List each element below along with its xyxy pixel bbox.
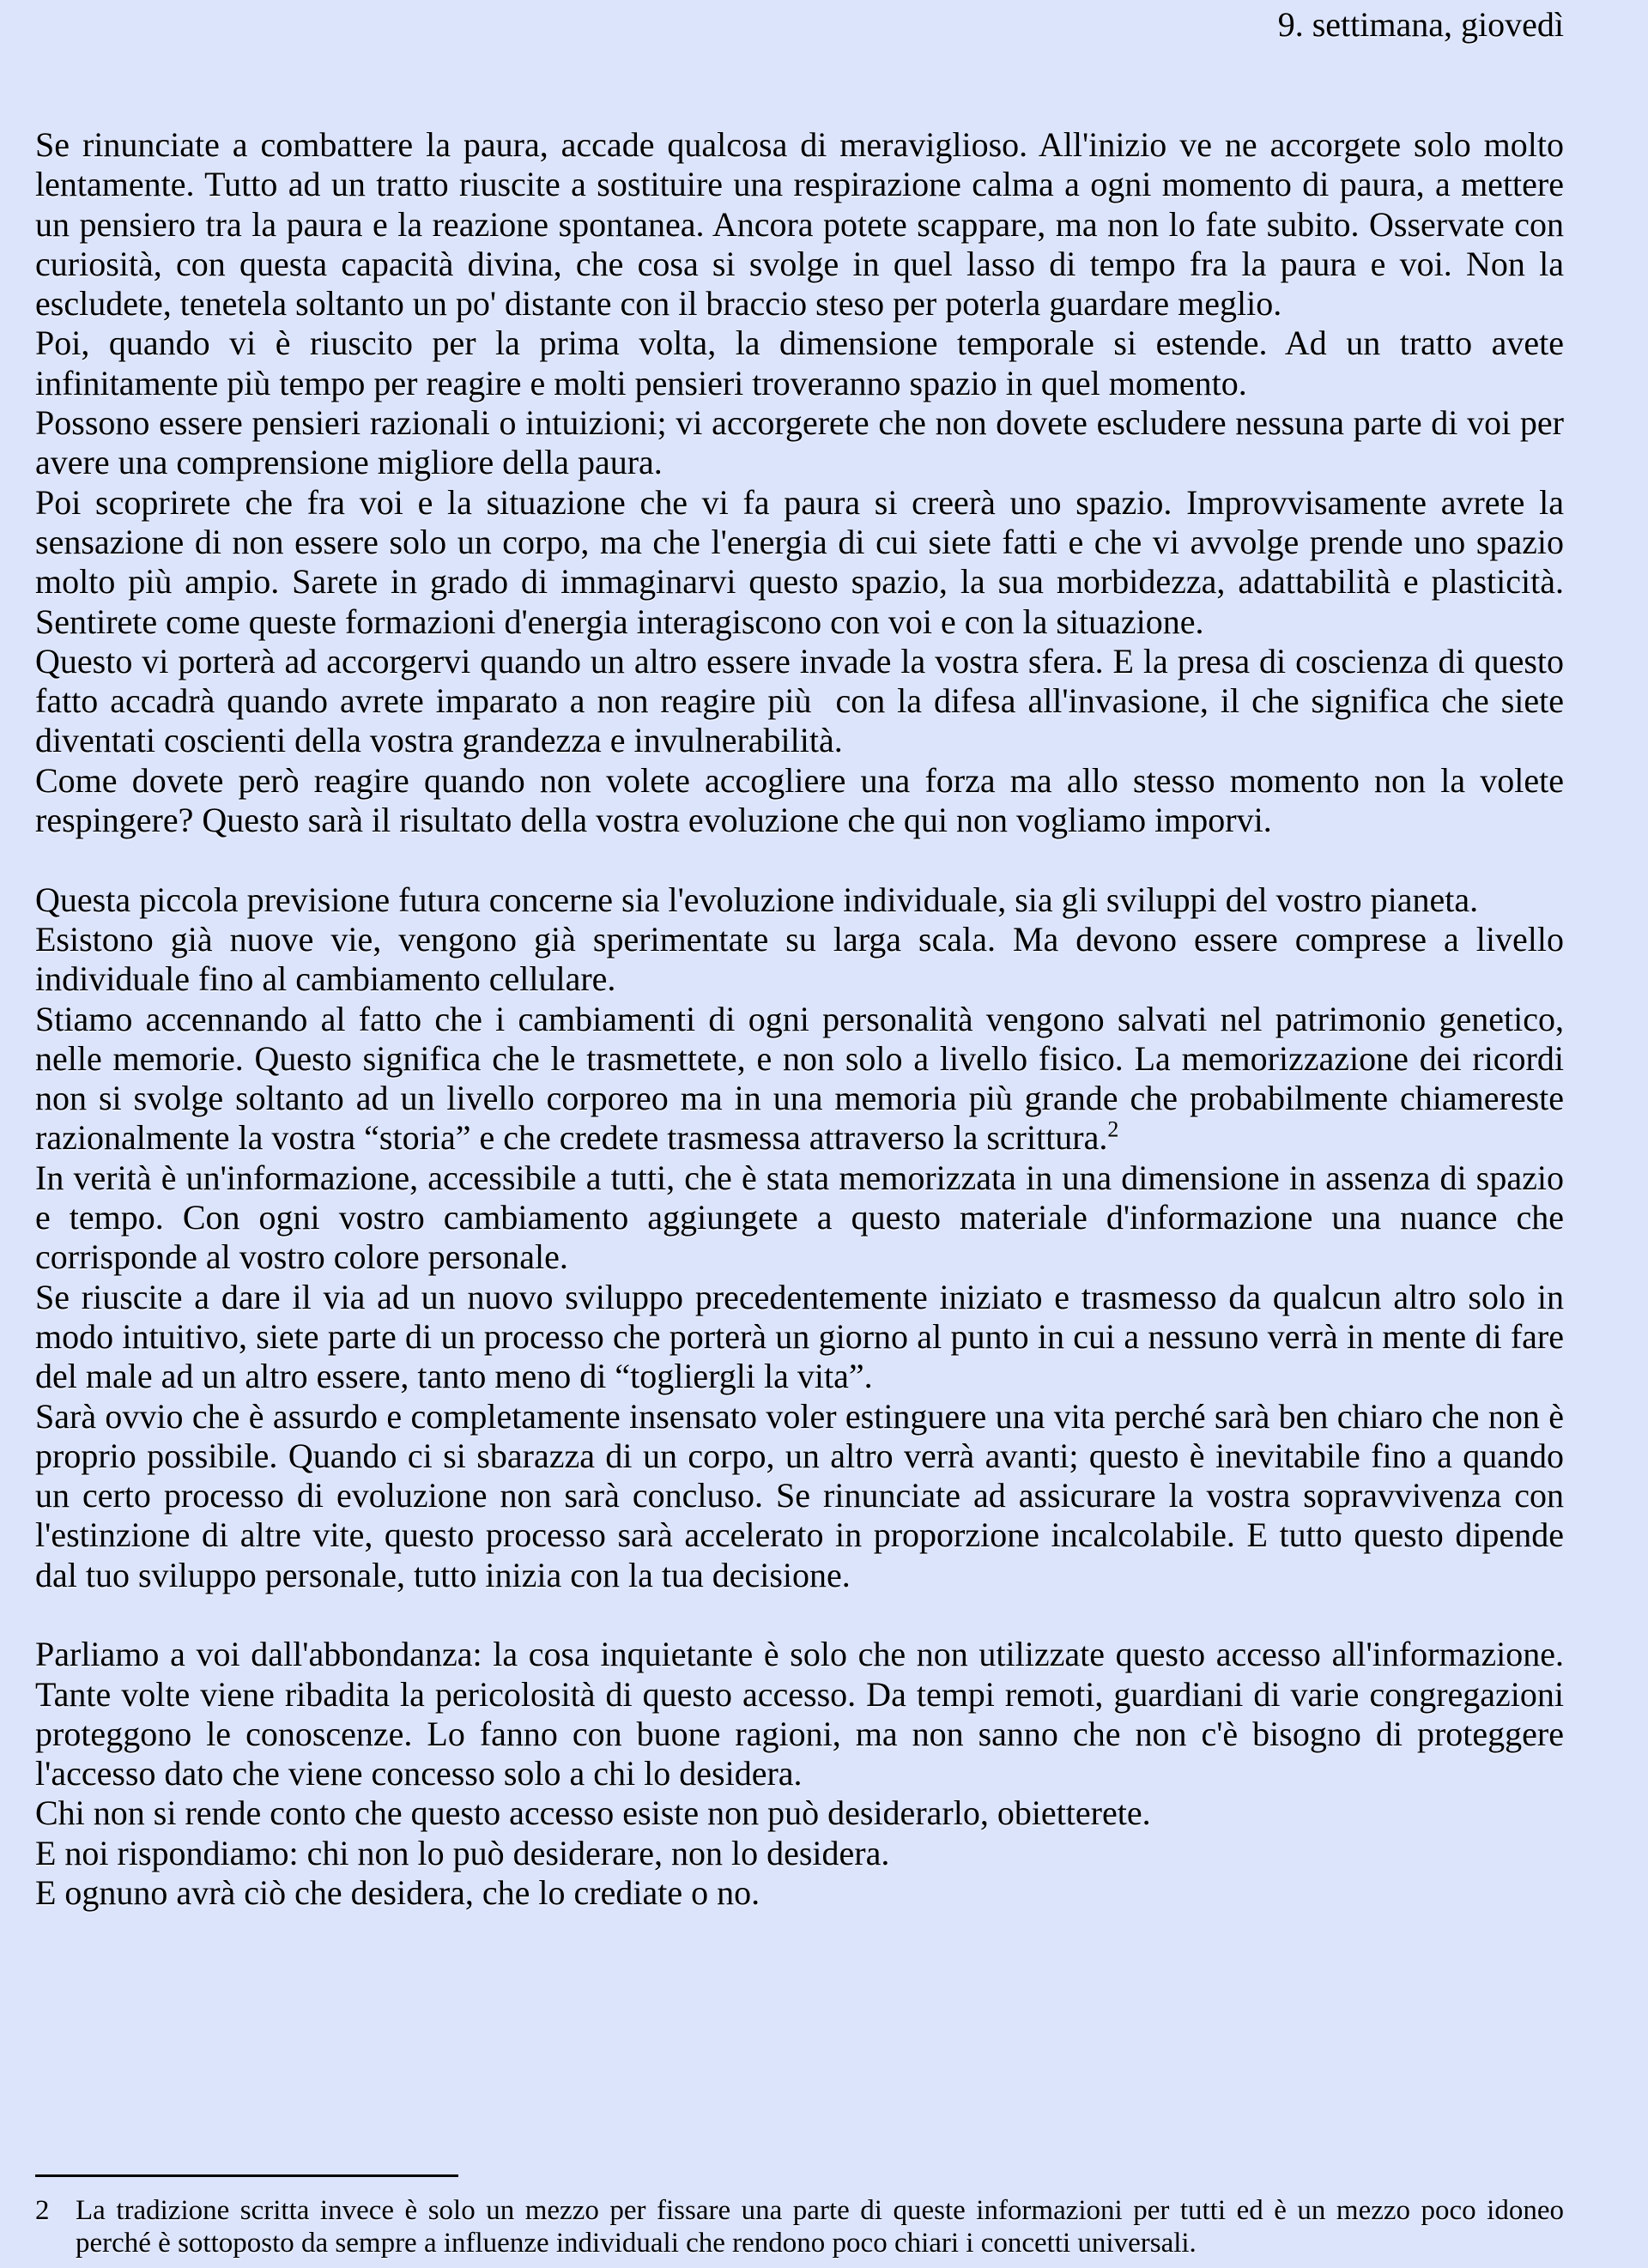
paragraph: Poi scoprirete che fra voi e la situazione che vi fa paura si creerà uno spazio. Improvvisamente avrete la sensazione di non essere solo un corpo, ma che l'energia di cui siete fatti e che vi avvolge prende uno spazio molto più ampio. Sarete in grado di immaginarvi questo spazio, la sua morbidezza, adattabilità e plasticità. Sentirete come queste formazioni d'energia interagiscono con voi e con la situazione.	[35, 482, 1564, 641]
paragraph: Chi non si rende conto che questo accesso esiste non può desiderarlo, obietterete.	[35, 1793, 1151, 1833]
footnote-area	[35, 2174, 1564, 2259]
footnote-marker: 2	[35, 2195, 50, 2226]
footnote-text: La tradizione scritta invece è solo un mezzo per fissare una parte di queste informazioni per tutti ed è un mezzo poco idoneo perché è sottoposto da sempre a influenze individuali che rendono poco chiari i concetti universali.	[76, 2195, 1564, 2259]
paragraph: E ognuno avrà ciò che desidera, che lo crediate o no.	[35, 1873, 760, 1913]
paragraph: Se riuscite a dare il via ad un nuovo sviluppo precedentemente iniziato e trasmesso da qualcun altro solo in modo intuitivo, siete parte di un processo che porterà un giorno al punto in cui a nessuno verrà in mente di fare del male ad un altro essere, tanto meno di “togliergli la vita”.	[35, 1277, 1564, 1396]
paragraph: Se rinunciate a combattere la paura, accade qualcosa di meraviglioso. All'inizio ve ne accorgete solo molto lentamente. Tutto ad un tratto riuscite a sostituire una respirazione calma a ogni momento di paura, a mettere un pensiero tra la paura e la reazione spontanea. Ancora potete scappare, ma non lo fate subito. Osservate con curiosità, con questa capacità divina, che cosa si svolge in quel lasso di tempo fra la paura e voi. Non la escludete, tenetela soltanto un po' distante con il braccio steso per poterla guardare meglio.	[35, 125, 1564, 324]
paragraph: Parliamo a voi dall'abbondanza: la cosa inquietante è solo che non utilizzate questo accesso all'informazione. Tante volte viene ribadita la pericolosità di questo accesso. Da tempi remoti, guardiani di varie congregazioni proteggono le conoscenze. Lo fanno con buone ragioni, ma non sanno che non c'è bisogno di proteggere l'accesso dato che viene concesso solo a chi lo desidera.	[35, 1635, 1564, 1793]
paragraph: Questo vi porterà ad accorgervi quando un altro essere invade la vostra sfera. E la presa di coscienza di questo fatto accadrà quando avrete imparato a non reagire più con la difesa all'invasione, il che significa che siete diventati coscienti della vostra grandezza e invulnerabilità.	[35, 641, 1564, 760]
footnote-separator	[35, 2174, 458, 2177]
paragraph: Sarà ovvio che è assurdo e completamente insensato voler estinguere una vita perché sarà ben chiaro che non è proprio possibile. Quando ci si sbarazza di un corpo, un altro verrà avanti; questo è inevitabile fino a quando un certo processo di evoluzione non sarà concluso. Se rinunciate ad assicurare la vostra sopravvivenza con l'estinzione di altre vite, questo processo sarà accelerato in proporzione incalcolabile. E tutto questo dipende dal tuo sviluppo personale, tutto inizia con la tua decisione.	[35, 1396, 1564, 1594]
paragraph: Come dovete però reagire quando non volete accogliere una forza ma allo stesso momento non la volete respingere? Questo sarà il risultato della vostra evoluzione che qui non vogliamo imporvi.	[35, 760, 1564, 840]
paragraph: Esistono già nuove vie, vengono già sperimentate su larga scala. Ma devono essere comprese a livello individuale fino al cambiamento cellulare.	[35, 919, 1564, 999]
paragraph: Questa piccola previsione futura concerne sia l'evoluzione individuale, sia gli sviluppi del vostro pianeta.	[35, 880, 1479, 919]
paragraph-with-footnote-ref	[35, 1000, 1564, 1158]
paragraph: In verità è un'informazione, accessibile a tutti, che è stata memorizzata in una dimensione in assenza di spazio e tempo. Con ogni vostro cambiamento aggiungete a questo materiale d'informazione una nuance che corrisponde al vostro colore personale.	[35, 1158, 1564, 1277]
paragraph-text: Stiamo accennando al fatto che i cambiamenti di ogni personalità vengono salvati nel patrimonio genetico, nelle memorie. Questo significa che le trasmettete, e non solo a livello fisico. La memorizzazione dei ricordi non si svolge soltanto ad un livello corporeo ma in una memoria più grande che probabilmente chiamereste razionalmente la vostra “storia” e che credete trasmessa attraverso la scrittura.	[35, 999, 1564, 1158]
footnote	[35, 2194, 1564, 2259]
paragraph: E noi rispondiamo: chi non lo può desiderare, non lo desidera.	[35, 1833, 890, 1872]
body-text	[35, 125, 1564, 1913]
blank-line	[35, 840, 1564, 880]
paragraph: Poi, quando vi è riuscito per la prima volta, la dimensione temporale si estende. Ad un tratto avete infinitamente più tempo per reagire e molti pensieri troveranno spazio in quel momento.	[35, 324, 1564, 402]
footnote-reference: 2	[1107, 1117, 1119, 1143]
blank-line	[35, 1595, 1564, 1635]
page-header-date: 9. settimana, giovedì	[1277, 5, 1564, 44]
paragraph: Possono essere pensieri razionali o intuizioni; vi accorgerete che non dovete escludere nessuna parte di voi per avere una comprensione migliore della paura.	[35, 403, 1564, 482]
